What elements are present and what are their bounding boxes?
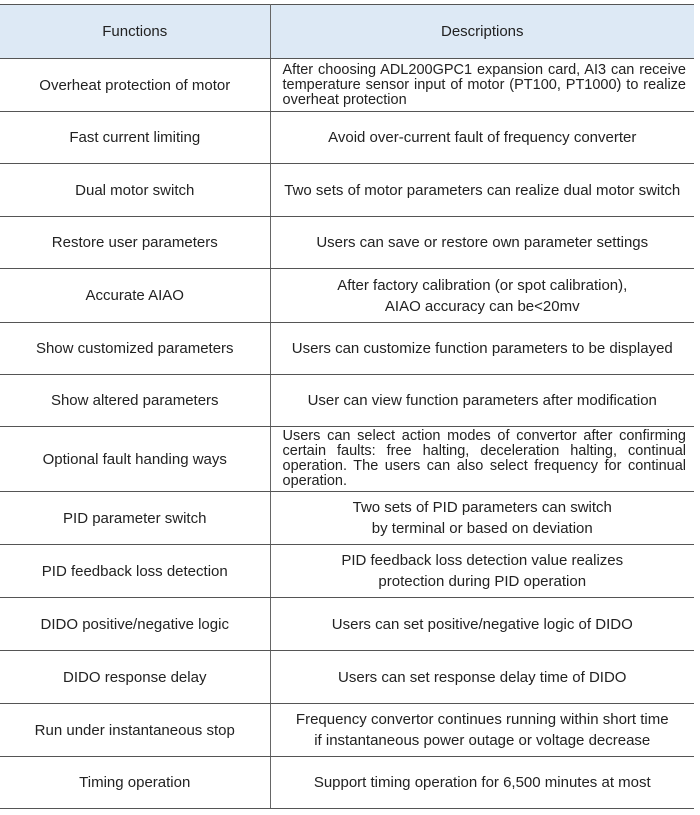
table-row bbox=[0, 375, 694, 427]
function-cell: Optional fault handing ways bbox=[0, 427, 270, 492]
description-cell: Users can set positive/negative logic of DIDO bbox=[270, 598, 694, 651]
table-row bbox=[0, 598, 694, 651]
table-row bbox=[0, 545, 694, 598]
description-cell bbox=[270, 704, 694, 757]
description-line: After factory calibration (or spot calibration), bbox=[337, 276, 628, 294]
table-row bbox=[0, 112, 694, 164]
table-row bbox=[0, 269, 694, 323]
functions-table-container bbox=[0, 4, 694, 809]
table-header-row bbox=[0, 5, 694, 59]
description-cell: After choosing ADL200GPC1 expansion card, AI3 can receive temperature sensor input of motor (PT100, PT1000) to realize overheat protection bbox=[270, 59, 694, 112]
function-cell: Show altered parameters bbox=[0, 375, 270, 427]
table-row bbox=[0, 59, 694, 112]
table-row bbox=[0, 323, 694, 375]
table-row bbox=[0, 651, 694, 704]
header-descriptions: Descriptions bbox=[270, 5, 694, 59]
table-row bbox=[0, 427, 694, 492]
function-cell: Run under instantaneous stop bbox=[0, 704, 270, 757]
function-cell: Timing operation bbox=[0, 757, 270, 809]
description-line: protection during PID operation bbox=[378, 573, 587, 590]
function-cell: PID feedback loss detection bbox=[0, 545, 270, 598]
function-cell: Accurate AIAO bbox=[0, 269, 270, 323]
function-cell: Fast current limiting bbox=[0, 112, 270, 164]
description-cell: Users can customize function parameters to be displayed bbox=[270, 323, 694, 375]
description-cell: Users can save or restore own parameter settings bbox=[270, 217, 694, 269]
description-line: AIAO accuracy can be<20mv bbox=[384, 297, 580, 315]
description-cell: User can view function parameters after modification bbox=[270, 375, 694, 427]
description-cell: Users can set response delay time of DIDO bbox=[270, 651, 694, 704]
description-line: by terminal or based on deviation bbox=[371, 520, 593, 537]
table-row bbox=[0, 704, 694, 757]
table-row bbox=[0, 164, 694, 217]
function-cell: DIDO positive/negative logic bbox=[0, 598, 270, 651]
description-cell bbox=[270, 492, 694, 545]
description-cell: Users can select action modes of convertor after confirming certain faults: free halting, deceleration halting, continual operation. The users can also select frequency for continual operation. bbox=[270, 427, 694, 492]
description-cell bbox=[270, 269, 694, 323]
description-cell bbox=[270, 545, 694, 598]
function-cell: Restore user parameters bbox=[0, 217, 270, 269]
header-functions: Functions bbox=[0, 5, 270, 59]
function-cell: Overheat protection of motor bbox=[0, 59, 270, 112]
function-cell: DIDO response delay bbox=[0, 651, 270, 704]
table-row bbox=[0, 492, 694, 545]
description-line: Frequency convertor continues running within short time bbox=[295, 711, 669, 728]
description-line: PID feedback loss detection value realizes bbox=[341, 552, 624, 569]
description-cell: Two sets of motor parameters can realize dual motor switch bbox=[270, 164, 694, 217]
description-cell: Support timing operation for 6,500 minutes at most bbox=[270, 757, 694, 809]
function-cell: Dual motor switch bbox=[0, 164, 270, 217]
table-row bbox=[0, 217, 694, 269]
function-cell: PID parameter switch bbox=[0, 492, 270, 545]
table-row bbox=[0, 757, 694, 809]
function-cell: Show customized parameters bbox=[0, 323, 270, 375]
description-cell: Avoid over-current fault of frequency converter bbox=[270, 112, 694, 164]
description-line: Two sets of PID parameters can switch bbox=[352, 499, 612, 516]
functions-table bbox=[0, 4, 694, 809]
description-line: if instantaneous power outage or voltage decrease bbox=[314, 732, 651, 749]
